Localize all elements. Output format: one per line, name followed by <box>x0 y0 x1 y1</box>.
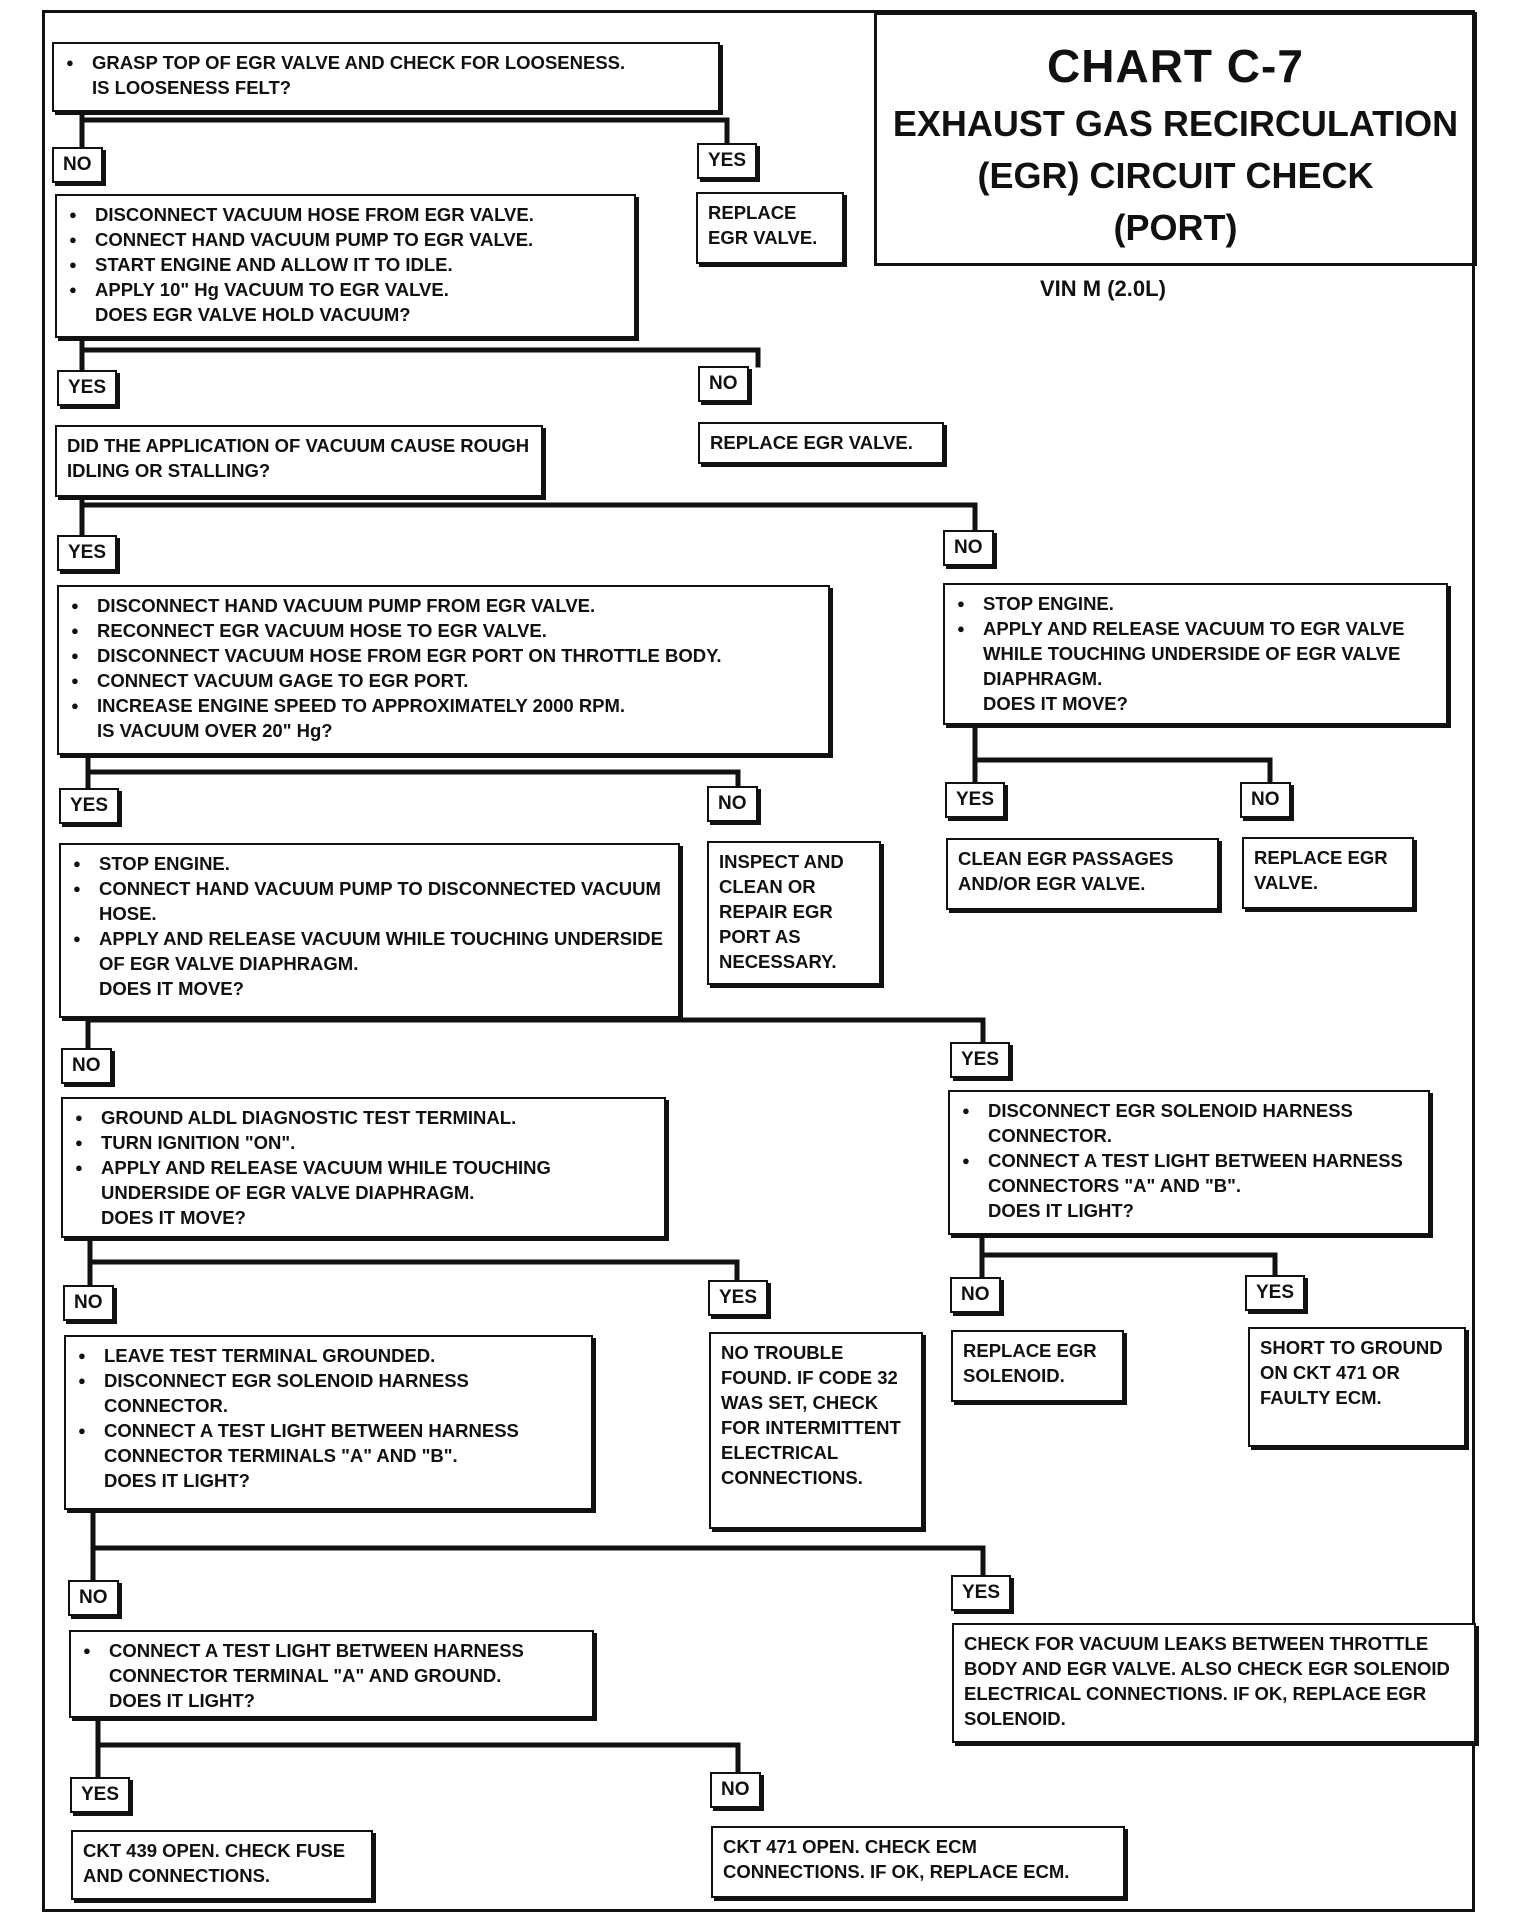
step-item: ● DISCONNECT HAND VACUUM PUMP FROM EGR VALVE. <box>69 593 818 618</box>
step-rough-idle <box>55 425 543 497</box>
step-item: ● RECONNECT EGR VACUUM HOSE TO EGR VALVE. <box>69 618 818 643</box>
result-no-trouble-found: NO TROUBLE FOUND. IF CODE 32 WAS SET, CHECK FOR INTERMITTENT ELECTRICAL CONNECTIONS. <box>709 1332 923 1529</box>
chart-title-line3: (PORT) <box>1113 207 1238 248</box>
chart-id: CHART C-7 <box>1047 40 1304 92</box>
step-check-looseness <box>52 42 720 112</box>
connector-s6 <box>88 1018 983 1047</box>
step-item: ● CONNECT A TEST LIGHT BETWEEN HARNESS CONNECTOR TERMINAL "A" AND GROUND. <box>81 1638 582 1688</box>
result-replace-egr-valve: REPLACE EGR VALVE. <box>696 192 844 264</box>
step-item: ● CONNECT HAND VACUUM PUMP TO DISCONNECTED VACUUM HOSE. <box>71 876 668 926</box>
step-question: DOES IT LIGHT? <box>104 1470 250 1491</box>
step-item: ● LEAVE TEST TERMINAL GROUNDED. <box>76 1343 581 1368</box>
step-question: DOES IT MOVE? <box>101 1207 246 1228</box>
connector-s4 <box>88 755 738 788</box>
connector-s3 <box>82 496 975 533</box>
step-ground-aldl <box>61 1097 666 1238</box>
step-item: ● GRASP TOP OF EGR VALVE AND CHECK FOR LOOSENESS. <box>64 50 708 75</box>
step-item: ● APPLY 10" Hg VACUUM TO EGR VALVE. <box>67 277 624 302</box>
label-no: NO <box>52 147 103 183</box>
connector-s5 <box>975 725 1270 780</box>
step-item: ● APPLY AND RELEASE VACUUM WHILE TOUCHING UNDERSIDE OF EGR VALVE DIAPHRAGM. <box>71 926 668 976</box>
label-yes: YES <box>697 143 757 179</box>
step-item: ● DISCONNECT VACUUM HOSE FROM EGR PORT ON THROTTLE BODY. <box>69 643 818 668</box>
step-item: ● CONNECT A TEST LIGHT BETWEEN HARNESS CONNECTORS "A" AND "B". <box>960 1148 1418 1198</box>
step-hand-pump-hose <box>59 843 680 1018</box>
step-touch-diaphragm <box>943 583 1448 725</box>
result-replace-egr-valve: REPLACE EGR VALVE. <box>698 422 944 464</box>
step-solenoid-harness-light <box>64 1335 593 1510</box>
result-ckt-471-open: CKT 471 OPEN. CHECK ECM CONNECTIONS. IF OK, REPLACE ECM. <box>711 1826 1125 1898</box>
label-no: NO <box>707 786 758 822</box>
step-question: IS VACUUM OVER 20" Hg? <box>97 720 333 741</box>
step-item: ● START ENGINE AND ALLOW IT TO IDLE. <box>67 252 624 277</box>
label-no: NO <box>698 366 749 402</box>
result-check-vacuum-leaks: CHECK FOR VACUUM LEAKS BETWEEN THROTTLE BODY AND EGR VALVE. ALSO CHECK EGR SOLENOID ELECTRICAL CONNECTIONS. IF OK, REPLACE EGR SOLENOID. <box>952 1623 1476 1743</box>
label-no: NO <box>68 1580 119 1616</box>
step-item: ● CONNECT VACUUM GAGE TO EGR PORT. <box>69 668 818 693</box>
step-solenoid-test-light <box>948 1090 1430 1235</box>
label-no: NO <box>710 1772 761 1808</box>
step-item: ● STOP ENGINE. <box>955 591 1436 616</box>
step-question: DOES IT MOVE? <box>99 978 244 999</box>
step-item: ● APPLY AND RELEASE VACUUM WHILE TOUCHING UNDERSIDE OF EGR VALVE DIAPHRAGM. <box>73 1155 654 1205</box>
step-item: ● INCREASE ENGINE SPEED TO APPROXIMATELY 2000 RPM. <box>69 693 818 718</box>
label-yes: YES <box>708 1280 768 1316</box>
step-hold-vacuum <box>55 194 636 338</box>
step-item: ● DISCONNECT EGR SOLENOID HARNESS CONNECTOR. <box>960 1098 1418 1148</box>
connector-s8 <box>982 1233 1275 1275</box>
step-check-port-vacuum <box>57 585 830 755</box>
connector-s2 <box>82 338 758 368</box>
vin-label: VIN M (2.0L) <box>1040 276 1166 301</box>
step-question: DOES IT MOVE? <box>983 693 1128 714</box>
label-yes: YES <box>59 788 119 824</box>
step-item: ● GROUND ALDL DIAGNOSTIC TEST TERMINAL. <box>73 1105 654 1130</box>
step-question: DOES IT LIGHT? <box>988 1200 1134 1221</box>
step-item: ● DISCONNECT EGR SOLENOID HARNESS CONNECTOR. <box>76 1368 581 1418</box>
result-short-to-ground: SHORT TO GROUND ON CKT 471 OR FAULTY ECM. <box>1248 1327 1466 1447</box>
step-item: ● DISCONNECT VACUUM HOSE FROM EGR VALVE. <box>67 202 624 227</box>
result-replace-egr-solenoid: REPLACE EGR SOLENOID. <box>951 1330 1124 1402</box>
step-question: DOES EGR VALVE HOLD VACUUM? <box>95 304 411 325</box>
chart-title-line1: EXHAUST GAS RECIRCULATION <box>892 103 1459 144</box>
label-no: NO <box>61 1048 112 1084</box>
label-yes: YES <box>57 370 117 406</box>
chart-title-line2: (EGR) CIRCUIT CHECK <box>977 155 1374 196</box>
step-question: DOES IT LIGHT? <box>109 1690 255 1711</box>
label-no: NO <box>950 1277 1001 1313</box>
result-inspect-egr-port: INSPECT AND CLEAN OR REPAIR EGR PORT AS NECESSARY. <box>707 841 881 985</box>
result-replace-egr-valve: REPLACE EGR VALVE. <box>1242 837 1414 909</box>
result-clean-egr-passages: CLEAN EGR PASSAGES AND/OR EGR VALVE. <box>946 838 1219 910</box>
step-question: IS LOOSENESS FELT? <box>92 77 292 98</box>
label-yes: YES <box>950 1042 1010 1078</box>
connector-s7 <box>90 1238 737 1285</box>
connector-s10 <box>98 1718 738 1775</box>
result-ckt-439-open: CKT 439 OPEN. CHECK FUSE AND CONNECTIONS. <box>71 1830 373 1900</box>
label-yes: YES <box>945 782 1005 818</box>
label-yes: YES <box>1245 1275 1305 1311</box>
step-item: ● TURN IGNITION "ON". <box>73 1130 654 1155</box>
label-no: NO <box>1240 782 1291 818</box>
label-yes: YES <box>951 1575 1011 1611</box>
step-item: ● CONNECT HAND VACUUM PUMP TO EGR VALVE. <box>67 227 624 252</box>
step-item: ● STOP ENGINE. <box>71 851 668 876</box>
label-yes: YES <box>70 1777 130 1813</box>
label-no: NO <box>63 1285 114 1321</box>
step-question: DID THE APPLICATION OF VACUUM CAUSE ROUGH IDLING OR STALLING? <box>67 435 530 481</box>
label-yes: YES <box>57 535 117 571</box>
step-item: ● APPLY AND RELEASE VACUUM TO EGR VALVE WHILE TOUCHING UNDERSIDE OF EGR VALVE DIAPHRAGM. <box>955 616 1436 691</box>
step-item: ● CONNECT A TEST LIGHT BETWEEN HARNESS CONNECTOR TERMINALS "A" AND "B". <box>76 1418 581 1468</box>
label-no: NO <box>943 530 994 566</box>
step-terminal-a-ground <box>69 1630 594 1718</box>
